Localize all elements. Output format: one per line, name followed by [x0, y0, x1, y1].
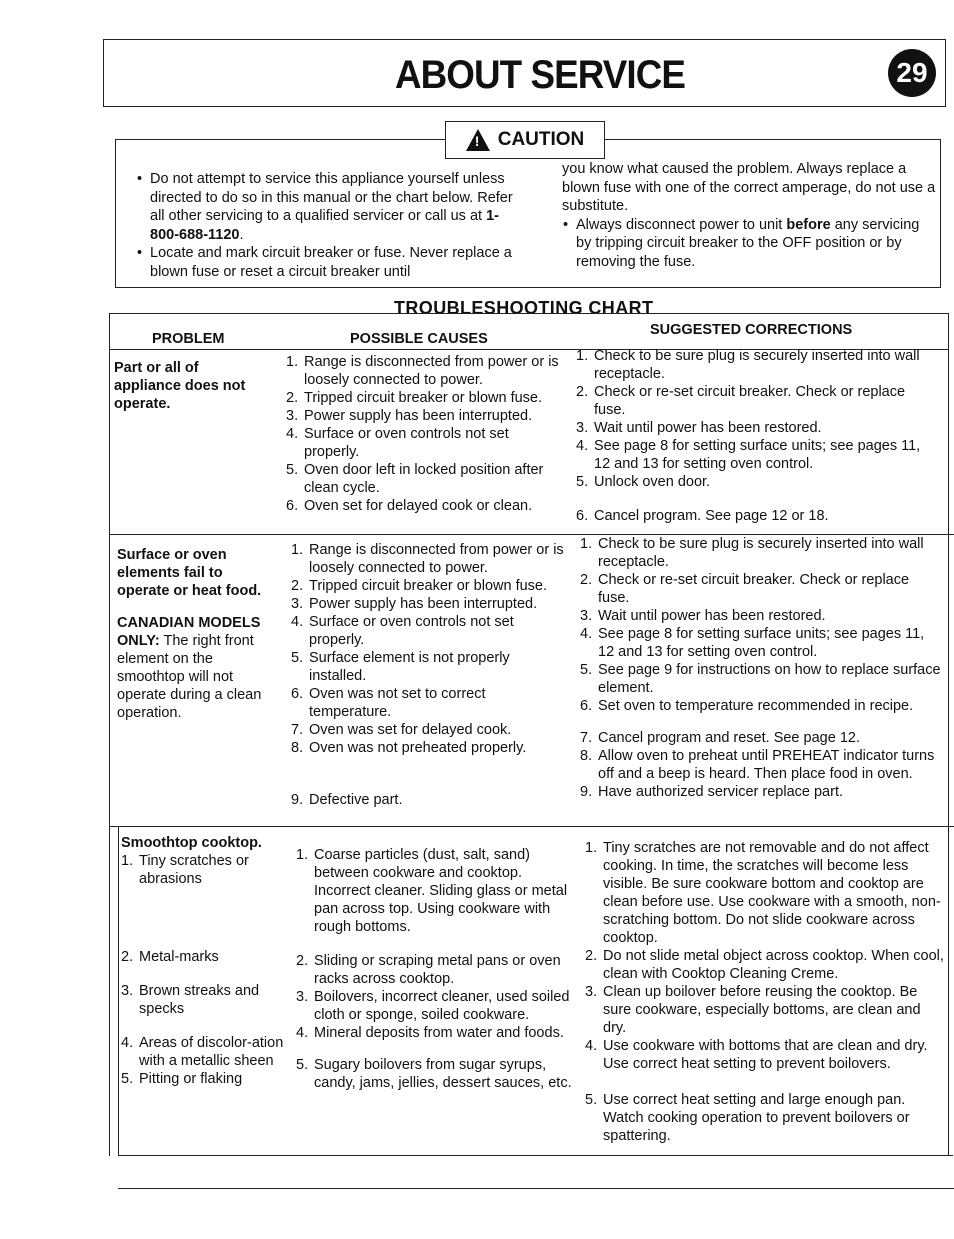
- row3-causes: [296, 846, 576, 1092]
- list-item: 8. Oven was not preheated properly.: [291, 740, 527, 756]
- left-border: [118, 826, 119, 1156]
- caution-bullet-2: • Locate and mark circuit breaker or fuse. Never replace a blown fuse or reset a circuit breaker until: [150, 244, 516, 281]
- canadian-note: CANADIAN MODELS ONLY: The right front element on the smoothtop will not operate during a clean operation.: [117, 615, 262, 721]
- list-item: 1. Check to be sure plug is securely inserted into wall receptacle.: [576, 348, 920, 382]
- list-item: 1. Tiny scratches are not removable and do not affect cooking. In time, the scratches will become less visible. Be sure cookware bottom and cooktop are clean before use. Use cookware with a smooth, non-scratching bottom. Do not slide cookware across cooktop.: [585, 840, 941, 946]
- caution-continuation: you know what caused the problem. Always replace a blown fuse with one of the correct amperage, do not use a substitute.: [562, 161, 936, 214]
- list-item: 6. Cancel program. See page 12 or 18.: [576, 508, 829, 524]
- header-causes: POSSIBLE CAUSES: [350, 331, 488, 347]
- list-item: 1. Range is disconnected from power or is loosely connected to power.: [286, 354, 559, 388]
- list-item: 5. Surface element is not properly installed.: [291, 650, 510, 684]
- list-item: 2. Metal-marks: [121, 949, 219, 965]
- list-item: 4. Areas of discolor-ation with a metallic sheen: [121, 1035, 284, 1069]
- row1-problem: Part or all of appliance does not operate.: [114, 360, 246, 412]
- list-item: 6. Oven was not set to correct temperature.: [291, 686, 486, 720]
- list-item: 9. Defective part.: [291, 792, 403, 808]
- caution-bullet-1: • Do not attempt to service this appliance yourself unless directed to do so in this manual or the chart below. Refer all other servicing to a qualified servicer or call us at 1-800-688-1120.: [150, 170, 516, 244]
- chart-title: TROUBLESHOOTING CHART: [394, 298, 654, 318]
- list-item: 4. Surface or oven controls not set properly.: [291, 614, 514, 648]
- list-item: 2. Tripped circuit breaker or blown fuse.: [286, 390, 543, 406]
- list-item: 1. Tiny scratches or abrasions: [121, 853, 249, 887]
- caution-label: CAUTION: [497, 129, 585, 150]
- list-item: 7. Cancel program and reset. See page 12.: [580, 730, 860, 746]
- list-item: 5. Sugary boilovers from sugar syrups, candy, jams, jellies, dessert sauces, etc.: [296, 1057, 572, 1091]
- list-item: 5. Unlock oven door.: [576, 474, 711, 490]
- row-divider: [109, 826, 954, 827]
- list-item: 4. Use cookware with bottoms that are clean and dry. Use correct heat setting to prevent boilovers.: [585, 1038, 928, 1072]
- caution-bullet-3: • Always disconnect power to unit before any servicing by tripping circuit breaker to the OFF position or by removing the fuse.: [576, 216, 938, 272]
- row2-problem: Surface or oven elements fail to operate or heat food.: [117, 547, 262, 599]
- list-item: 2. Check or re-set circuit breaker. Check or replace fuse.: [576, 384, 906, 418]
- list-item: 6. Oven set for delayed cook or clean.: [286, 498, 533, 514]
- list-item: 2. Sliding or scraping metal pans or oven racks across cooktop.: [296, 953, 561, 987]
- caution-left-column: [136, 170, 516, 281]
- row3-problems: [121, 852, 286, 1088]
- list-item: 3. Power supply has been interrupted.: [286, 408, 533, 424]
- row3-problem-cell: [121, 834, 286, 1088]
- row3-problem-title: Smoothtop cooktop.: [121, 835, 262, 851]
- list-item: 8. Allow oven to preheat until PREHEAT indicator turns off and a beep is heard. Then place food in oven.: [580, 748, 935, 782]
- row2-corrections: [580, 535, 942, 801]
- caution-right-column: [562, 160, 938, 271]
- list-item: 5. Use correct heat setting and large enough pan. Watch cooking operation to prevent boilovers or spattering.: [585, 1092, 910, 1144]
- list-item: 4. See page 8 for setting surface units; see pages 11, 12 and 13 for setting oven control.: [576, 438, 921, 472]
- row2-problem-cell: [117, 546, 277, 722]
- phone-number: 1-800-688-1120: [150, 208, 499, 243]
- list-item: 4. Surface or oven controls not set properly.: [286, 426, 509, 460]
- list-item: 3. Clean up boilover before reusing the cooktop. Be sure cookware, especially bottoms, are clean and dry.: [585, 984, 921, 1036]
- bottom-border: [118, 1155, 953, 1156]
- list-item: 6. Set oven to temperature recommended in recipe.: [580, 698, 914, 714]
- list-item: 1. Coarse particles (dust, salt, sand) between cookware and cooktop. Incorrect cleaner. Sliding glass or metal pan across top. Using cookware with rough bottoms.: [296, 847, 568, 935]
- list-item: 3. Wait until power has been restored.: [580, 608, 826, 624]
- row3-corrections: [585, 839, 947, 1145]
- list-item: 4. Mineral deposits from water and foods.: [296, 1025, 564, 1041]
- list-item: 9. Have authorized servicer replace part.: [580, 784, 844, 800]
- header-problem: PROBLEM: [152, 331, 225, 347]
- list-item: 2. Do not slide metal object across cooktop. When cool, clean with Cooktop Cleaning Creme.: [585, 948, 944, 982]
- list-item: 5. Oven door left in locked position after clean cycle.: [286, 462, 544, 496]
- header-corrections: SUGGESTED CORRECTIONS: [650, 322, 853, 338]
- list-item: 7. Oven was set for delayed cook.: [291, 722, 512, 738]
- row1-causes: [286, 353, 564, 515]
- list-item: 5. See page 9 for instructions on how to replace surface element.: [580, 662, 941, 696]
- warning-icon: [466, 129, 490, 151]
- caution-tab: [445, 121, 605, 159]
- left-border: [109, 349, 110, 1156]
- list-item: 3. Brown streaks and specks: [121, 983, 260, 1017]
- list-item: 3. Boilovers, incorrect cleaner, used soiled cloth or sponge, soiled cookware.: [296, 989, 570, 1023]
- list-item: 3. Wait until power has been restored.: [576, 420, 822, 436]
- footer-rule: [118, 1188, 954, 1189]
- list-item: 3. Power supply has been interrupted.: [291, 596, 538, 612]
- page-number-badge: 29: [888, 49, 936, 97]
- list-item: 2. Tripped circuit breaker or blown fuse.: [291, 578, 548, 594]
- list-item: 1. Check to be sure plug is securely inserted into wall receptacle.: [580, 536, 924, 570]
- list-item: 5. Pitting or flaking: [121, 1071, 243, 1087]
- list-item: 2. Check or re-set circuit breaker. Check or replace fuse.: [580, 572, 910, 606]
- row1-corrections: [576, 347, 936, 525]
- page-title: ABOUT SERVICE: [395, 53, 685, 97]
- list-item: 4. See page 8 for setting surface units; see pages 11, 12 and 13 for setting oven control.: [580, 626, 925, 660]
- list-item: 1. Range is disconnected from power or is loosely connected to power.: [291, 542, 564, 576]
- row2-causes: [291, 541, 569, 809]
